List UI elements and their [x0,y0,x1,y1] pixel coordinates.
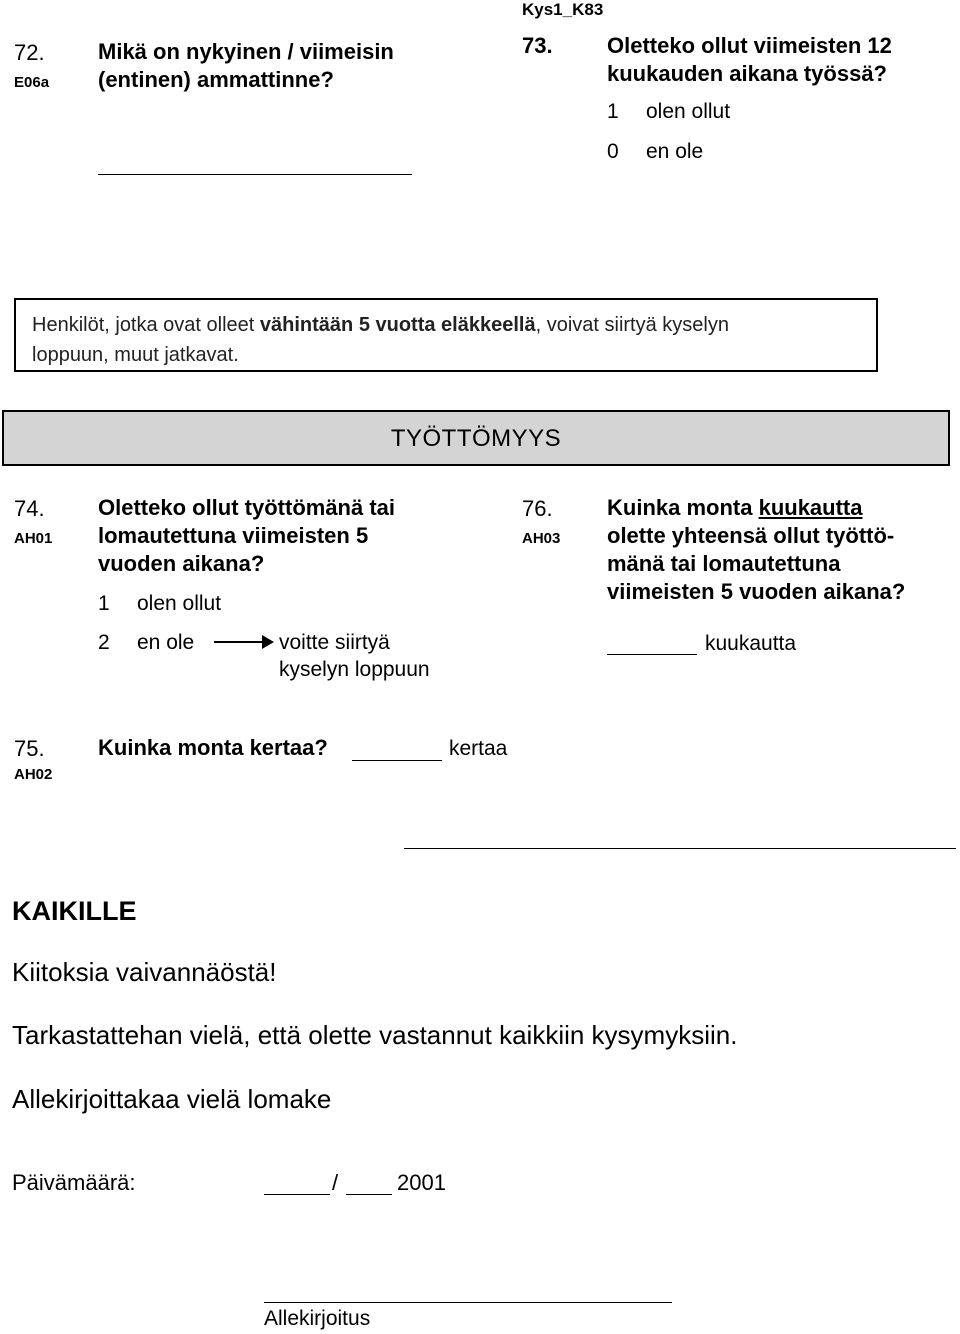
q76-text-line1 [607,494,863,522]
q75-answer-line[interactable] [352,760,442,761]
note-text [32,310,862,370]
closing-thanks: Kiitoksia vaivannäöstä! [12,957,277,987]
q72-text-line1: Mikä on nykyinen / viimeisin [98,39,394,64]
date-label: Päivämäärä: [12,1170,136,1195]
q73-option-0-code: 0 [607,140,619,163]
q73-text-line2: kuukauden aikana työssä? [607,61,887,86]
q76-code: AH03 [522,530,561,547]
q73-option-1-code: 1 [607,100,619,123]
q76-answer-line[interactable] [607,654,697,655]
q75-unit: kertaa [449,737,508,760]
date-year: 2001 [397,1170,446,1195]
closing-sign-request: Allekirjoittakaa vielä lomake [12,1084,332,1114]
date-separator: / [332,1170,339,1195]
note-box [14,298,878,372]
q74-number: 74. [14,496,45,521]
q73-option-1[interactable] [607,100,731,124]
q75-code: AH02 [14,766,53,783]
q74-text-line3: vuoden aikana? [98,551,265,576]
q74-skip-line2: kyselyn loppuun [279,658,430,681]
date-month-field[interactable] [346,1194,392,1195]
note-text-bold: vähintään 5 vuotta eläkkeellä [259,314,536,336]
date-day-month-field[interactable] [264,1194,330,1195]
q72-number: 72. [14,40,45,65]
q74-option-2-label: en ole [137,631,195,654]
q73-text-line1: Oletteko ollut viimeisten 12 [607,33,892,58]
q74-code: AH01 [14,530,53,547]
q76-text-line4: viimeisten 5 vuoden aikana? [607,579,906,604]
signature-label: Allekirjoitus [264,1307,371,1330]
skip-arrow-icon [212,632,276,652]
q74-option-1-label: olen ollut [137,592,222,615]
q72-code: E06a [14,74,50,91]
q74-text-line2: lomautettuna viimeisten 5 [98,523,369,548]
q75-text: Kuinka monta kertaa? [98,735,328,760]
q75-number: 75. [14,736,45,761]
q76-text-line1-underlined: kuukautta [758,495,863,520]
form-code: Kys1_K83 [522,0,604,19]
section-banner [2,410,950,466]
q74-option-2-code: 2 [98,631,110,654]
signature-line[interactable] [264,1302,672,1303]
note-text-line2: loppuun, muut jatkavat. [32,344,239,366]
q73-option-0-label: en ole [646,140,704,163]
note-text-start: Henkilöt, jotka ovat olleet [32,314,260,336]
section-title: TYÖTTÖMYYS [390,425,562,452]
q74-skip-line1: voitte siirtyä [279,631,390,654]
closing-check: Tarkastattehan vielä, että olette vastannut kaikkiin kysymyksiin. [12,1020,738,1050]
q73-number: 73. [522,33,553,58]
q76-text-line1-start: Kuinka monta [607,495,759,520]
q74-option-1-code: 1 [98,592,110,615]
q74-option-1[interactable] [98,592,222,616]
section-divider [404,848,956,849]
q73-option-0[interactable] [607,140,704,164]
q76-number: 76. [522,496,553,521]
q72-answer-line[interactable] [98,174,412,175]
q74-text-line1: Oletteko ollut työttömänä tai [98,495,396,520]
q72-text-line2: (entinen) ammattinne? [98,67,334,92]
note-text-end: , voivat siirtyä kyselyn [535,314,729,336]
q76-text-line3: mänä tai lomautettuna [607,551,841,576]
closing-heading: KAIKILLE [12,896,137,926]
q76-unit: kuukautta [705,632,797,655]
q76-text-line2: olette yhteensä ollut työttö- [607,523,895,548]
q74-option-2[interactable] [98,631,195,655]
q73-option-1-label: olen ollut [646,100,731,123]
